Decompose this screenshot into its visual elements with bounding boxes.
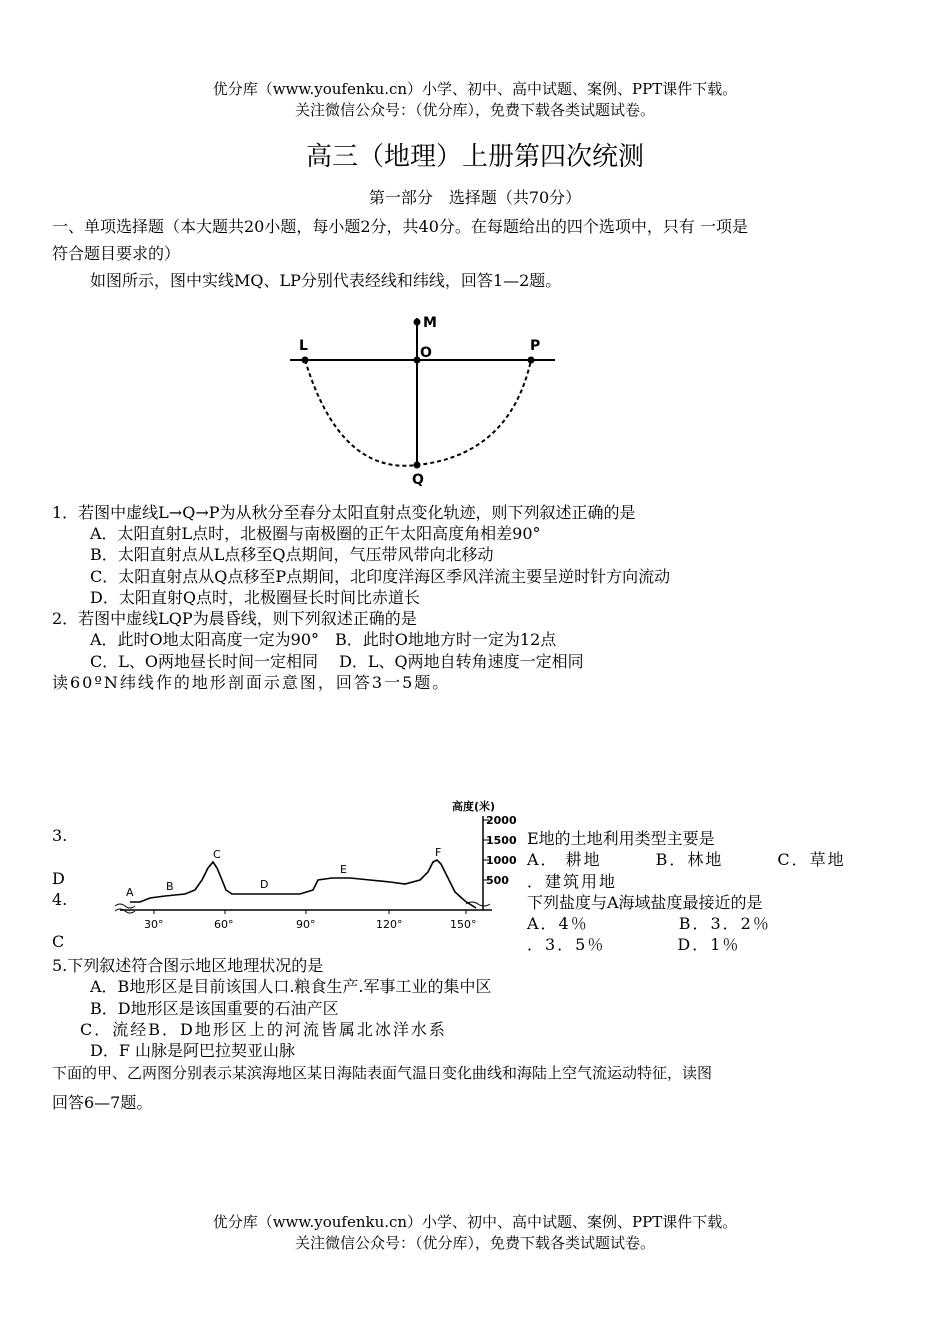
label-l: L bbox=[299, 338, 308, 354]
q4-option-c-letter: C bbox=[52, 932, 65, 951]
point-q bbox=[414, 462, 421, 469]
label-m: M bbox=[423, 315, 437, 331]
q3-options-abc: A． 耕地 B．林地 C．草地 bbox=[527, 850, 846, 869]
region-e: E bbox=[340, 863, 347, 876]
header-line-2: 关注微信公众号：（优分库），免费下载各类试题试卷。 bbox=[294, 101, 655, 119]
meridian-parallel-diagram bbox=[280, 300, 580, 500]
point-m bbox=[414, 319, 421, 326]
footer-line-2: 关注微信公众号：（优分库），免费下载各类试题试卷。 bbox=[294, 1234, 655, 1252]
y-tick-1000: 1000 bbox=[486, 854, 517, 867]
region-d: D bbox=[260, 878, 269, 891]
intro-q3-5: 读60ºN纬线作的地形剖面示意图，回答3一5题。 bbox=[52, 673, 451, 692]
q4-options-cd: ．3．5％ D．1％ bbox=[527, 935, 741, 954]
point-l bbox=[302, 357, 309, 364]
x-tick-120: 120° bbox=[376, 918, 403, 931]
section-line-2: 符合题目要求的） bbox=[52, 244, 181, 263]
q4-stem: 下列盐度与A海域盐度最接近的是 bbox=[527, 893, 763, 912]
q5-option-a: A．B地形区是目前该国人口.粮食生产.军事工业的集中区 bbox=[90, 977, 492, 996]
intro-q6-7-line-2: 回答6—7题。 bbox=[52, 1093, 153, 1112]
header-line-1: 优分库（www.youfenku.cn）小学、初中、高中试题、案例、PPT课件下载。 bbox=[212, 80, 738, 98]
q1-stem: 1．若图中虚线L→Q→P为从秋分至春分太阳直射点变化轨迹，则下列叙述正确的是 bbox=[52, 503, 636, 522]
q3-option-d: ．建筑用地 bbox=[527, 872, 618, 891]
q2-stem: 2．若图中虚线LQP为晨昏线，则下列叙述正确的是 bbox=[52, 609, 417, 628]
terrain-profile-line bbox=[130, 860, 476, 908]
q5-option-c: C．流经B．D地形区上的河流皆属北冰洋水系 bbox=[80, 1020, 447, 1039]
q5-option-b: B．D地形区是该国重要的石油产区 bbox=[90, 999, 339, 1018]
q1-option-b: B．太阳直射点从L点移至Q点期间，气压带风带向北移动 bbox=[90, 545, 494, 564]
sea-wave-a bbox=[115, 904, 135, 908]
terrain-profile-60n bbox=[110, 798, 525, 933]
x-tick-150: 150° bbox=[450, 918, 477, 931]
y-axis-title: 高度(米) bbox=[452, 800, 496, 813]
q3-number: 3. bbox=[52, 826, 68, 845]
y-tick-500: 500 bbox=[486, 874, 509, 887]
q3-stem: E地的土地利用类型主要是 bbox=[527, 829, 715, 848]
y-tick-1500: 1500 bbox=[486, 834, 517, 847]
region-f: F bbox=[435, 846, 442, 859]
point-p bbox=[528, 357, 535, 364]
q4-options-ab: A．4％ B．3．2％ bbox=[527, 914, 771, 933]
q1-option-a: A．太阳直射L点时，北极圈与南极圈的正午太阳高度角相差90° bbox=[90, 524, 541, 543]
footer-line-1: 优分库（www.youfenku.cn）小学、初中、高中试题、案例、PPT课件下载。 bbox=[212, 1213, 738, 1231]
x-tick-60: 60° bbox=[214, 918, 234, 931]
section-line-1: 一、单项选择题（本大题共20小题，每小题2分，共40分。在每题给出的四个选项中，只有 一项是 bbox=[52, 217, 748, 236]
page-title: 高三（地理）上册第四次统测 bbox=[305, 142, 644, 172]
q5-option-d: D．F 山脉是阿巴拉契亚山脉 bbox=[90, 1041, 296, 1060]
label-q: Q bbox=[412, 472, 424, 488]
region-a: A bbox=[126, 886, 134, 899]
part-title: 第一部分 选择题（共70分） bbox=[368, 188, 582, 207]
q1-option-d: D．太阳直射Q点时，北极圈昼长时间比赤道长 bbox=[90, 588, 420, 607]
region-c: C bbox=[213, 848, 221, 861]
q2-options-cd: C．L、O两地昼长时间一定相同 D．L、Q两地自转角速度一定相同 bbox=[90, 652, 584, 671]
q3-option-d-letter: D bbox=[52, 869, 65, 888]
q2-options-ab: A．此时O地太阳高度一定为90° B．此时O地地方时一定为12点 bbox=[90, 630, 557, 649]
intro-q1-2: 如图所示，图中实线MQ、LP分别代表经线和纬线，回答1—2题。 bbox=[90, 271, 562, 290]
q5-stem: 5.下列叙述符合图示地区地理状况的是 bbox=[52, 956, 324, 975]
intro-q6-7-line-1: 下面的甲、乙两图分别表示某滨海地区某日海陆表面气温日变化曲线和海陆上空气流运动特征，读图 bbox=[52, 1064, 713, 1082]
label-p: P bbox=[530, 338, 541, 354]
q4-number: 4. bbox=[52, 890, 68, 909]
q1-option-c: C．太阳直射点从Q点移至P点期间，北印度洋海区季风洋流主要呈逆时针方向流动 bbox=[90, 567, 671, 586]
y-tick-2000: 2000 bbox=[486, 814, 517, 827]
x-tick-30: 30° bbox=[144, 918, 164, 931]
x-tick-90: 90° bbox=[296, 918, 316, 931]
label-o: O bbox=[420, 345, 432, 361]
region-b: B bbox=[166, 880, 174, 893]
